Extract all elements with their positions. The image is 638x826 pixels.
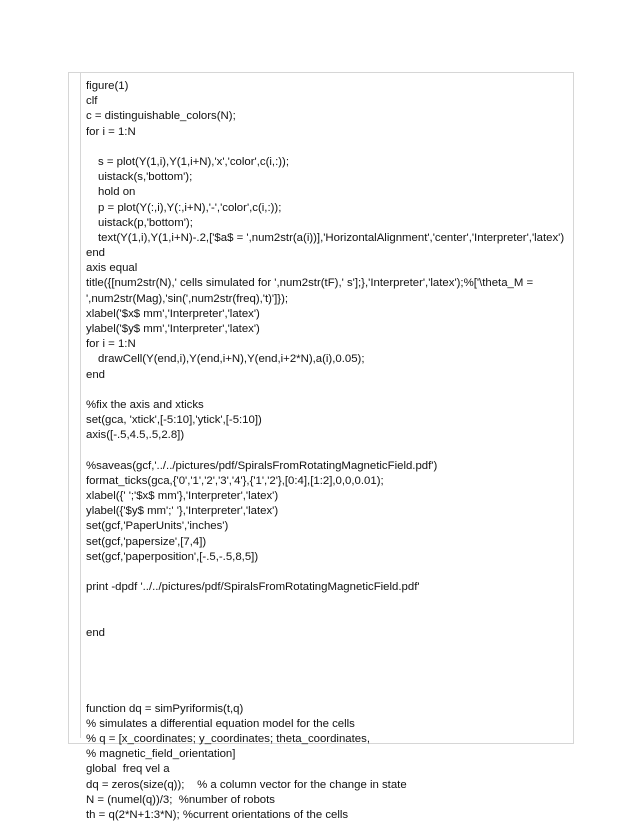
code-line: ylabel('$y$ mm','Interpreter','latex') [86, 323, 260, 335]
code-line [86, 565, 570, 580]
code-line: figure(1) [86, 80, 129, 92]
code-line [86, 641, 570, 656]
code-line: print -dpdf '../../pictures/pdf/SpiralsFromRotatingMagneticField.pdf' [86, 581, 420, 594]
code-line: end [86, 247, 106, 260]
code-line [86, 140, 570, 155]
code-line: p = plot(Y(:,i),Y(:,i+N),'-','color',c(i,:)); [98, 201, 282, 214]
code-line: format_ticks(gca,{'0','1','2','3','4'},{'1','2'},[0:4],[1:2],0,0,0.01); [86, 474, 384, 487]
code-line: axis([-.5,4.5,.5,2.8]) [86, 429, 185, 442]
code-line: title({[num2str(N),' cells simulated for ',num2str(tF),' s'];},'Interpreter','latex');%['\theta_M = [86, 277, 534, 290]
code-line: c = distinguishable_colors(N); [86, 110, 236, 123]
code-line: for i = 1:N [86, 125, 136, 138]
code-line: set(gcf,'PaperUnits','inches') [86, 520, 229, 533]
code-line: % simulates a differential equation model for the cells [86, 717, 355, 730]
code-line: end [86, 368, 106, 381]
code-listing [86, 79, 570, 821]
cell-border-right [573, 72, 574, 744]
code-line: dq = zeros(size(q)); % a column vector for the change in state [86, 778, 407, 791]
cell-border-left-outer [68, 72, 69, 744]
code-line: ',num2str(Mag),'sin(',num2str(freq),'t)']}); [86, 292, 289, 305]
code-line: global freq vel a [86, 763, 170, 776]
cell-border-left-inner [80, 72, 81, 738]
code-line [86, 595, 570, 610]
code-line: function dq = simPyriformis(t,q) [86, 702, 244, 715]
code-line: % magnetic_field_orientation] [86, 748, 236, 761]
code-line [86, 444, 570, 459]
code-line: xlabel('$x$ mm','Interpreter','latex') [86, 307, 260, 320]
code-line: for i = 1:N [86, 338, 136, 351]
code-line: set(gca, 'xtick',[-5:10],'ytick',[-5:10]) [86, 414, 262, 427]
code-line [86, 383, 570, 398]
code-line: axis equal [86, 262, 138, 275]
code-line: s = plot(Y(1,i),Y(1,i+N),'x','color',c(i,:)); [98, 155, 289, 168]
code-line: % q = [x_coordinates; y_coordinates; theta_coordinates, [86, 733, 370, 746]
code-line: N = (numel(q))/3; %number of robots [86, 793, 275, 806]
code-line: uistack(s,'bottom'); [98, 171, 193, 184]
code-line [86, 656, 570, 671]
code-line [86, 611, 570, 626]
code-line: set(gcf,'paperposition',[-.5,-.5,8,5]) [86, 550, 259, 563]
code-line: set(gcf,'papersize',[7,4]) [86, 535, 207, 548]
code-line: uistack(p,'bottom'); [98, 216, 193, 229]
code-line: xlabel({' ';'$x$ mm'},'Interpreter','latex') [86, 490, 279, 503]
code-line [86, 687, 570, 702]
code-line: end [86, 626, 106, 639]
cell-border-top [68, 72, 573, 73]
code-line: th = q(2*N+1:3*N); %current orientations of the cells [86, 809, 349, 821]
code-line: clf [86, 95, 98, 108]
code-line: drawCell(Y(end,i),Y(end,i+N),Y(end,i+2*N),a(i),0.05); [98, 353, 365, 366]
code-line: hold on [98, 186, 136, 199]
code-line [86, 671, 570, 686]
code-line: text(Y(1,i),Y(1,i+N)-.2,['$a$ = ',num2str(a(i))],'HorizontalAlignment','center','Interpreter','latex') [98, 231, 565, 244]
code-line: %fix the axis and xticks [86, 398, 204, 411]
code-line: %saveas(gcf,'../../pictures/pdf/SpiralsFromRotatingMagneticField.pdf') [86, 459, 438, 472]
code-line: ylabel({'$y$ mm';' '},'Interpreter','latex') [86, 505, 279, 518]
